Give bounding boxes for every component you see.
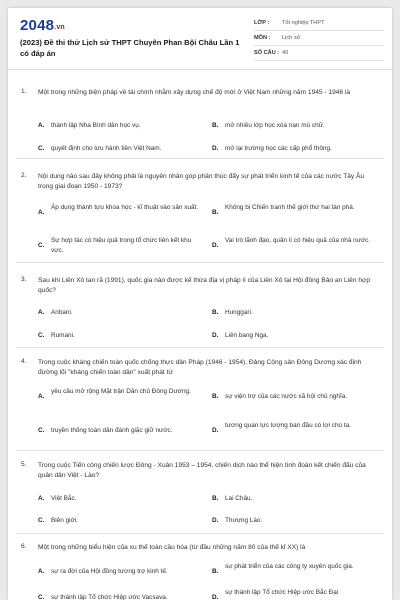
exam-meta [254, 16, 384, 61]
option-letter: D. [212, 427, 219, 434]
option-text: sự thành lập Tổ chức Hiệp ước Vacsava. [51, 594, 168, 600]
option-text: Rumani. [51, 332, 75, 339]
option-text: Liên bang Nga. [225, 332, 269, 339]
meta-row-class [254, 16, 384, 31]
option-text: sự phát triển của các công ty xuyên quốc gia. [225, 563, 354, 570]
document-header [8, 8, 392, 70]
meta-row-subject [254, 31, 384, 46]
option-letter: D. [212, 517, 219, 524]
question-text: Nội dung nào sau đây không phải là nguyên nhân góp phần thúc đẩy sự phát triển kinh tế của các nước Tây Âu trong giai đoạn 1950 - 1973? [38, 173, 365, 191]
option-letter: A. [38, 495, 45, 502]
question-text: Một trong những biện pháp về tài chính nhằm xây dựng chế độ mới ở Việt Nam những năm 1945 - 1946 là [38, 89, 351, 96]
meta-value: Tốt nghiệp THPT [282, 20, 325, 26]
option-letter: C. [38, 332, 45, 339]
site-logo[interactable] [20, 17, 65, 34]
option-letter: B. [212, 209, 219, 216]
option-text: Lai Châu. [225, 495, 253, 502]
option-letter: C. [38, 427, 45, 434]
option-text: Không bị Chiến tranh thế giới thứ hai tàn phá. [225, 204, 355, 211]
option-text: Sự hợp tác có hiệu quả trong tổ chức liên kết khu vực. [51, 237, 192, 254]
question-number: 3. [21, 276, 27, 283]
option-text: Vai trò lãnh đạo, quản lí có hiệu quả của nhà nước. [225, 237, 371, 244]
option-letter: B. [212, 309, 219, 316]
question-number: 1. [21, 88, 27, 95]
question-number: 2. [21, 172, 27, 179]
question-number: 4. [21, 358, 27, 365]
divider [16, 347, 384, 348]
logo-text: 2048 [20, 17, 55, 34]
meta-row-count [254, 46, 384, 61]
option-text: Áp dụng thành tựu khoa học - kĩ thuật vào sản xuất. [51, 204, 199, 211]
option-text: sự thành lập Tổ chức Hiệp ước Bắc Đại [225, 589, 339, 596]
exam-title: (2023) Đề thi thử Lịch sử THPT Chuyên Phan Bội Châu Lần 1 có đáp án [20, 38, 240, 58]
option-letter: C. [38, 517, 45, 524]
option-letter: B. [212, 495, 219, 502]
option-text: sự viện trợ của các nước xã hội chủ nghĩa. [225, 393, 348, 400]
option-letter: D. [212, 332, 219, 339]
option-text: Anbani. [51, 309, 73, 316]
option-text: Hunggari. [225, 309, 253, 316]
question-text: Một trong những biểu hiện của xu thế toàn cầu hóa (từ đầu những năm 80 của thế kỉ XX) là [38, 544, 306, 551]
meta-label: LỚP : [254, 20, 270, 26]
option-text: quyết định cho lưu hành tiền Việt Nam. [51, 145, 162, 152]
document-page [8, 8, 392, 600]
question-text: Trong cuộc Tiến công chiến lược Đông - Xuân 1953 – 1954, chiến dịch nào thể hiện tình đoàn kết chiến đấu của quân dân Việt - Lào? [38, 462, 366, 480]
divider [16, 450, 384, 451]
option-text: sự ra đời của Hội đồng tương trợ kinh tế. [51, 568, 168, 575]
option-letter: A. [38, 309, 45, 316]
option-letter: B. [212, 568, 219, 575]
divider [16, 158, 384, 159]
meta-value: Lịch sử [282, 35, 301, 41]
option-text: Biên giới. [51, 517, 78, 524]
question-text: Trong cuộc kháng chiến toàn quốc chống thực dân Pháp (1946 - 1954), Đảng Cộng sản Đông Dương xác định đường lối "kháng chiến toàn dân" xuất phát từ [38, 359, 362, 377]
option-text: truyền thống toàn dân đánh giặc giữ nước. [51, 427, 173, 434]
option-letter: A. [38, 209, 45, 216]
option-letter: C. [38, 242, 45, 249]
option-letter: D. [212, 145, 219, 152]
option-letter: A. [38, 568, 45, 575]
divider [16, 262, 384, 263]
option-letter: A. [38, 122, 45, 129]
option-text: thành lập Nha Bình dân học vụ. [51, 122, 141, 129]
option-letter: D. [212, 242, 219, 249]
option-letter: B. [212, 122, 219, 129]
option-text: yêu cầu mở rộng Mặt trận Dân chủ Đông Dương. [51, 388, 191, 395]
option-letter: A. [38, 393, 45, 400]
question-text: Sau khi Liên Xô tan rã (1991), quốc gia nào được kế thừa địa vị pháp lí của Liên Xô tại Hội đồng Bảo an Liên hợp quốc? [38, 277, 370, 295]
meta-label: MÔN : [254, 35, 271, 41]
option-letter: D. [212, 594, 219, 600]
divider [16, 533, 384, 534]
meta-label: SỐ CÂU : [254, 50, 280, 56]
meta-value: 40 [282, 50, 289, 56]
option-text: Việt Bắc. [51, 495, 77, 502]
option-text: Thượng Lào. [225, 517, 263, 524]
option-letter: C. [38, 145, 45, 152]
option-text: tương quan lực lượng ban đầu có lợi cho ta. [225, 422, 351, 429]
question-number: 5. [21, 461, 27, 468]
logo-suffix: .vn [54, 24, 65, 31]
question-number: 6. [21, 543, 27, 550]
option-text: mở lại trường học các cấp phổ thông. [225, 145, 332, 152]
option-letter: C. [38, 594, 45, 600]
option-text: mở nhiều lớp học xóa nạn mù chữ. [225, 122, 325, 129]
option-letter: B. [212, 393, 219, 400]
